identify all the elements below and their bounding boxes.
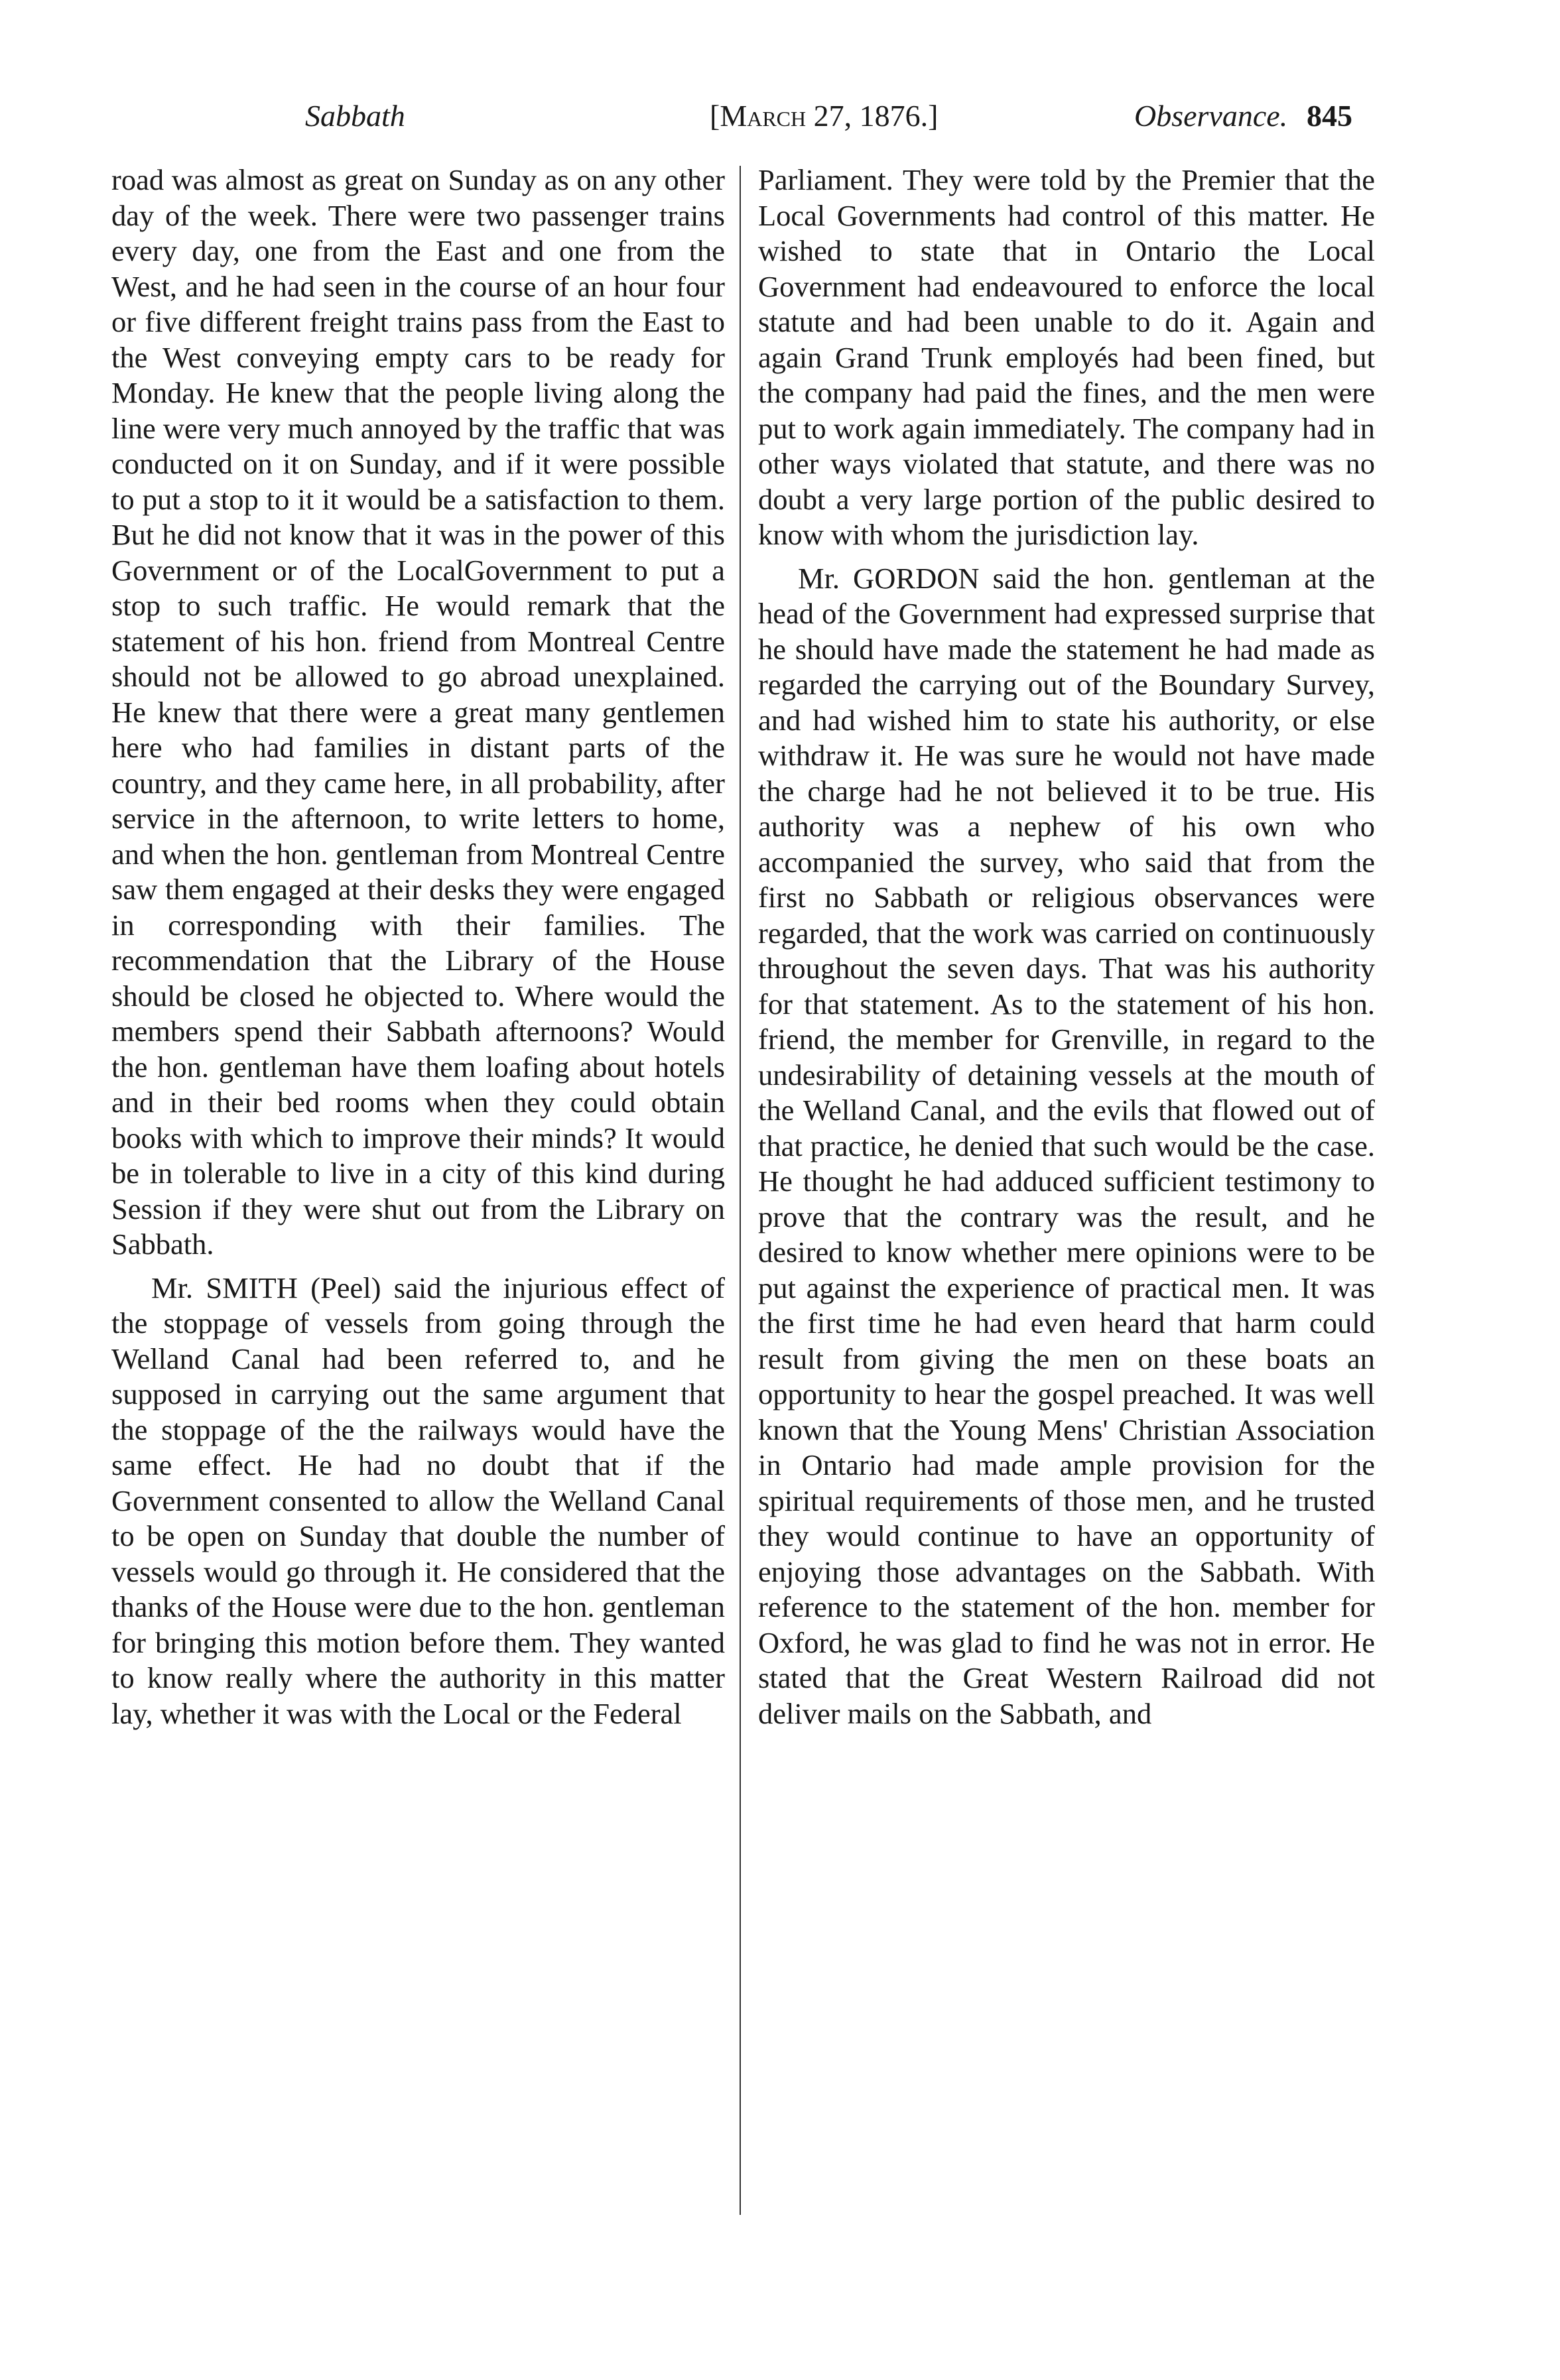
page-number: 845 — [1307, 99, 1352, 133]
right-column — [758, 162, 1375, 1731]
left-column — [111, 162, 725, 1731]
header-right-title: Observance. — [1134, 99, 1288, 133]
header-month: March — [720, 99, 807, 133]
right-paragraph-1: Parliament. They were told by the Premier that the Local Governments had control of this matter. He wished to state that in Ontario the Local Government had endeavoured to enforce the local statute and had been unable to do it. Again and again Grand Trunk employés had been fined, but the company had paid the fines, and the men were put to work again immediately. The company had in other ways violated that statute, and there was no doubt a very large portion of the public desired to know with whom the jurisdiction lay. — [758, 163, 1375, 551]
header-bracket: [ — [710, 99, 720, 133]
header-date-rest: 27, 1876.] — [806, 99, 939, 133]
right-paragraph-2: Mr. GORDON said the hon. gentleman at the head of the Government had expressed surprise that he should have made the statement he had made as regarded the carrying out of the Boundary Survey, and had wished him to state his authority, or else withdraw it. He was sure he would not have made the charge had he not believed it to be true. His authority was a nephew of his own who accompanied the survey, who said that from the first no Sabbath or religious observances were regarded, that the work was carried on continuously throughout the seven days. That was his authority for that statement. As to the statement of his hon. friend, the member for Grenville, in regard to the undesirability of detaining vessels at the mouth of the Welland Canal, and the evils that flowed out of that practice, he denied that such would be the case. He thought he had adduced sufficient testimony to prove that the contrary was the result, and he desired to know whether mere opinions were to be put against the experience of practical men. It was the first time he had even heard that harm could result from giving the men on these boats an opportunity to hear the gospel preached. It was well known that the Young Mens' Christian Association in Ontario had made ample provision for the spiritual requirements of those men, and he trusted they would continue to have an opportunity of enjoying those advantages on the Sabbath. With reference to the statement of the hon. member for Oxford, he was glad to find he was not in error. He stated that the Great Western Railroad did not deliver mails on the Sabbath, and — [758, 561, 1375, 1730]
header-date — [710, 93, 938, 139]
page-header — [113, 93, 1360, 139]
left-paragraph-1: road was almost as great on Sunday as on any other day of the week. There were two passenger trains every day, one from the East and one from the West, and he had seen in the course of an hour four or five different freight trains pass from the East to the West conveying empty cars to be ready for Monday. He knew that the people living along the line were very much annoyed by the traffic that was conducted on it on Sunday, and if it were possible to put a stop to it it would be a satisfaction to them. But he did not know that it was in the power of this Government or of the LocalGovernment to put a stop to such traffic. He would remark that the statement of his hon. friend from Montreal Centre should not be allowed to go abroad unexplained. He knew that there were a great many gentlemen here who had families in distant parts of the country, and they came here, in all probability, after service in the afternoon, to write letters to home, and when the hon. gentleman from Montreal Centre saw them engaged at their desks they were engaged in corresponding with their families. The recommendation that the Library of the House should be closed he objected to. Where would the members spend their Sabbath afternoons? Would the hon. gentleman have them loafing about hotels and in their bed rooms when they could obtain books with which to improve their minds? It would be in tolerable to live in a city of this kind during Session if they were shut out from the Library on Sabbath. — [111, 163, 725, 1261]
left-paragraph-2: Mr. SMITH (Peel) said the injurious effect of the stoppage of vessels from going through the Welland Canal had been referred to, and he supposed in carrying out the same argument that the stoppage of the the railways would have the same effect. He had no doubt that if the Government consented to allow the Welland Canal to be open on Sunday that double the number of vessels would go through it. He considered that the thanks of the House were due to the hon. gentleman for bringing this motion before them. They wanted to know really where the authority in this matter lay, whether it was with the Local or the Federal — [111, 1271, 725, 1730]
column-divider — [740, 166, 741, 2215]
header-left-title: Sabbath — [305, 99, 405, 133]
